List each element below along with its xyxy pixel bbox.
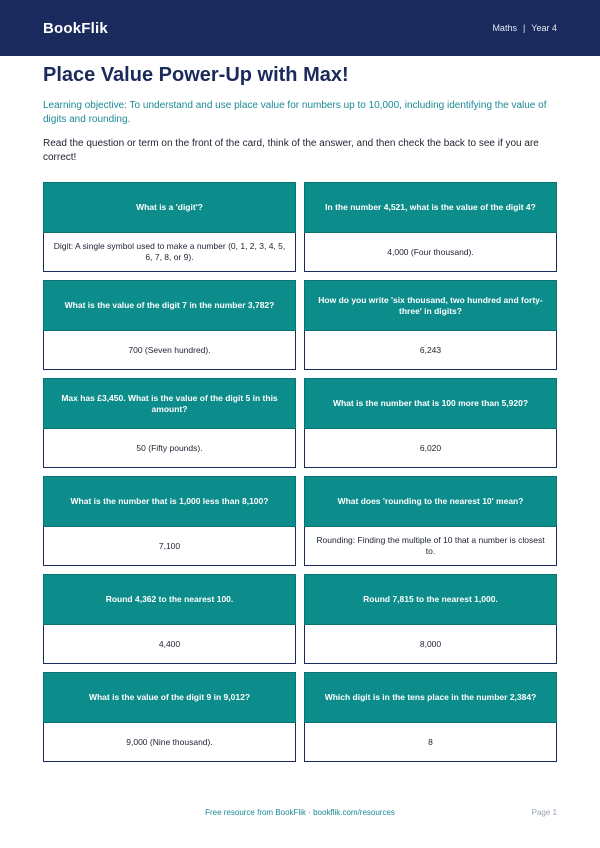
flashcard[interactable] (304, 378, 557, 468)
card-back: 7,100 (43, 527, 296, 566)
card-front: Round 4,362 to the nearest 100. (43, 574, 296, 625)
card-front: What does 'rounding to the nearest 10' mean? (304, 476, 557, 527)
flashcard[interactable] (43, 672, 296, 762)
card-back: 8 (304, 723, 557, 762)
card-front: Round 7,815 to the nearest 1,000. (304, 574, 557, 625)
flashcard-grid (43, 182, 557, 762)
card-front: Which digit is in the tens place in the number 2,384? (304, 672, 557, 723)
page-title: Place Value Power-Up with Max! (43, 64, 349, 86)
flashcard[interactable] (43, 574, 296, 664)
card-front: What is the value of the digit 7 in the number 3,782? (43, 280, 296, 331)
year-label: Year 4 (531, 23, 557, 33)
card-back: 50 (Fifty pounds). (43, 429, 296, 468)
footer-resource-link[interactable]: Free resource from BookFlik · bookflik.com/resources (205, 808, 395, 817)
instructions-text: Read the question or term on the front of the card, think of the answer, and then check the back to see if you are correct! (43, 138, 539, 163)
card-back: Digit: A single symbol used to make a number (0, 1, 2, 3, 4, 5, 6, 7, 8, or 9). (43, 233, 296, 272)
card-front: Max has £3,450. What is the value of the digit 5 in this amount? (43, 378, 296, 429)
card-front: In the number 4,521, what is the value of the digit 4? (304, 182, 557, 233)
flashcard[interactable] (304, 280, 557, 370)
card-back: 4,000 (Four thousand). (304, 233, 557, 272)
brand-logo[interactable]: BookFlik (43, 19, 108, 37)
card-front: What is the number that is 1,000 less than 8,100? (43, 476, 296, 527)
header-meta (492, 23, 557, 33)
flashcard[interactable] (43, 280, 296, 370)
flashcard[interactable] (43, 476, 296, 566)
subject-label: Maths (492, 23, 517, 33)
flashcard[interactable] (43, 182, 296, 272)
card-front: What is the number that is 100 more than 5,920? (304, 378, 557, 429)
flashcard[interactable] (304, 574, 557, 664)
card-back: 6,020 (304, 429, 557, 468)
page-number: Page 1 (531, 808, 557, 817)
card-back: 8,000 (304, 625, 557, 664)
header-bar (0, 0, 600, 56)
card-back: Rounding: Finding the multiple of 10 that a number is closest to. (304, 527, 557, 566)
flashcard[interactable] (304, 672, 557, 762)
card-back: 4,400 (43, 625, 296, 664)
learning-objective: Learning objective: To understand and use place value for numbers up to 10,000, including identifying the value of digits and rounding. (43, 100, 547, 125)
flashcard[interactable] (304, 476, 557, 566)
card-front: What is the value of the digit 9 in 9,012? (43, 672, 296, 723)
card-back: 6,243 (304, 331, 557, 370)
card-front: What is a 'digit'? (43, 182, 296, 233)
card-front: How do you write 'six thousand, two hundred and forty-three' in digits? (304, 280, 557, 331)
page-footer (0, 808, 600, 820)
flashcard[interactable] (304, 182, 557, 272)
card-back: 700 (Seven hundred). (43, 331, 296, 370)
flashcard[interactable] (43, 378, 296, 468)
card-back: 9,000 (Nine thousand). (43, 723, 296, 762)
meta-separator: | (522, 23, 526, 33)
